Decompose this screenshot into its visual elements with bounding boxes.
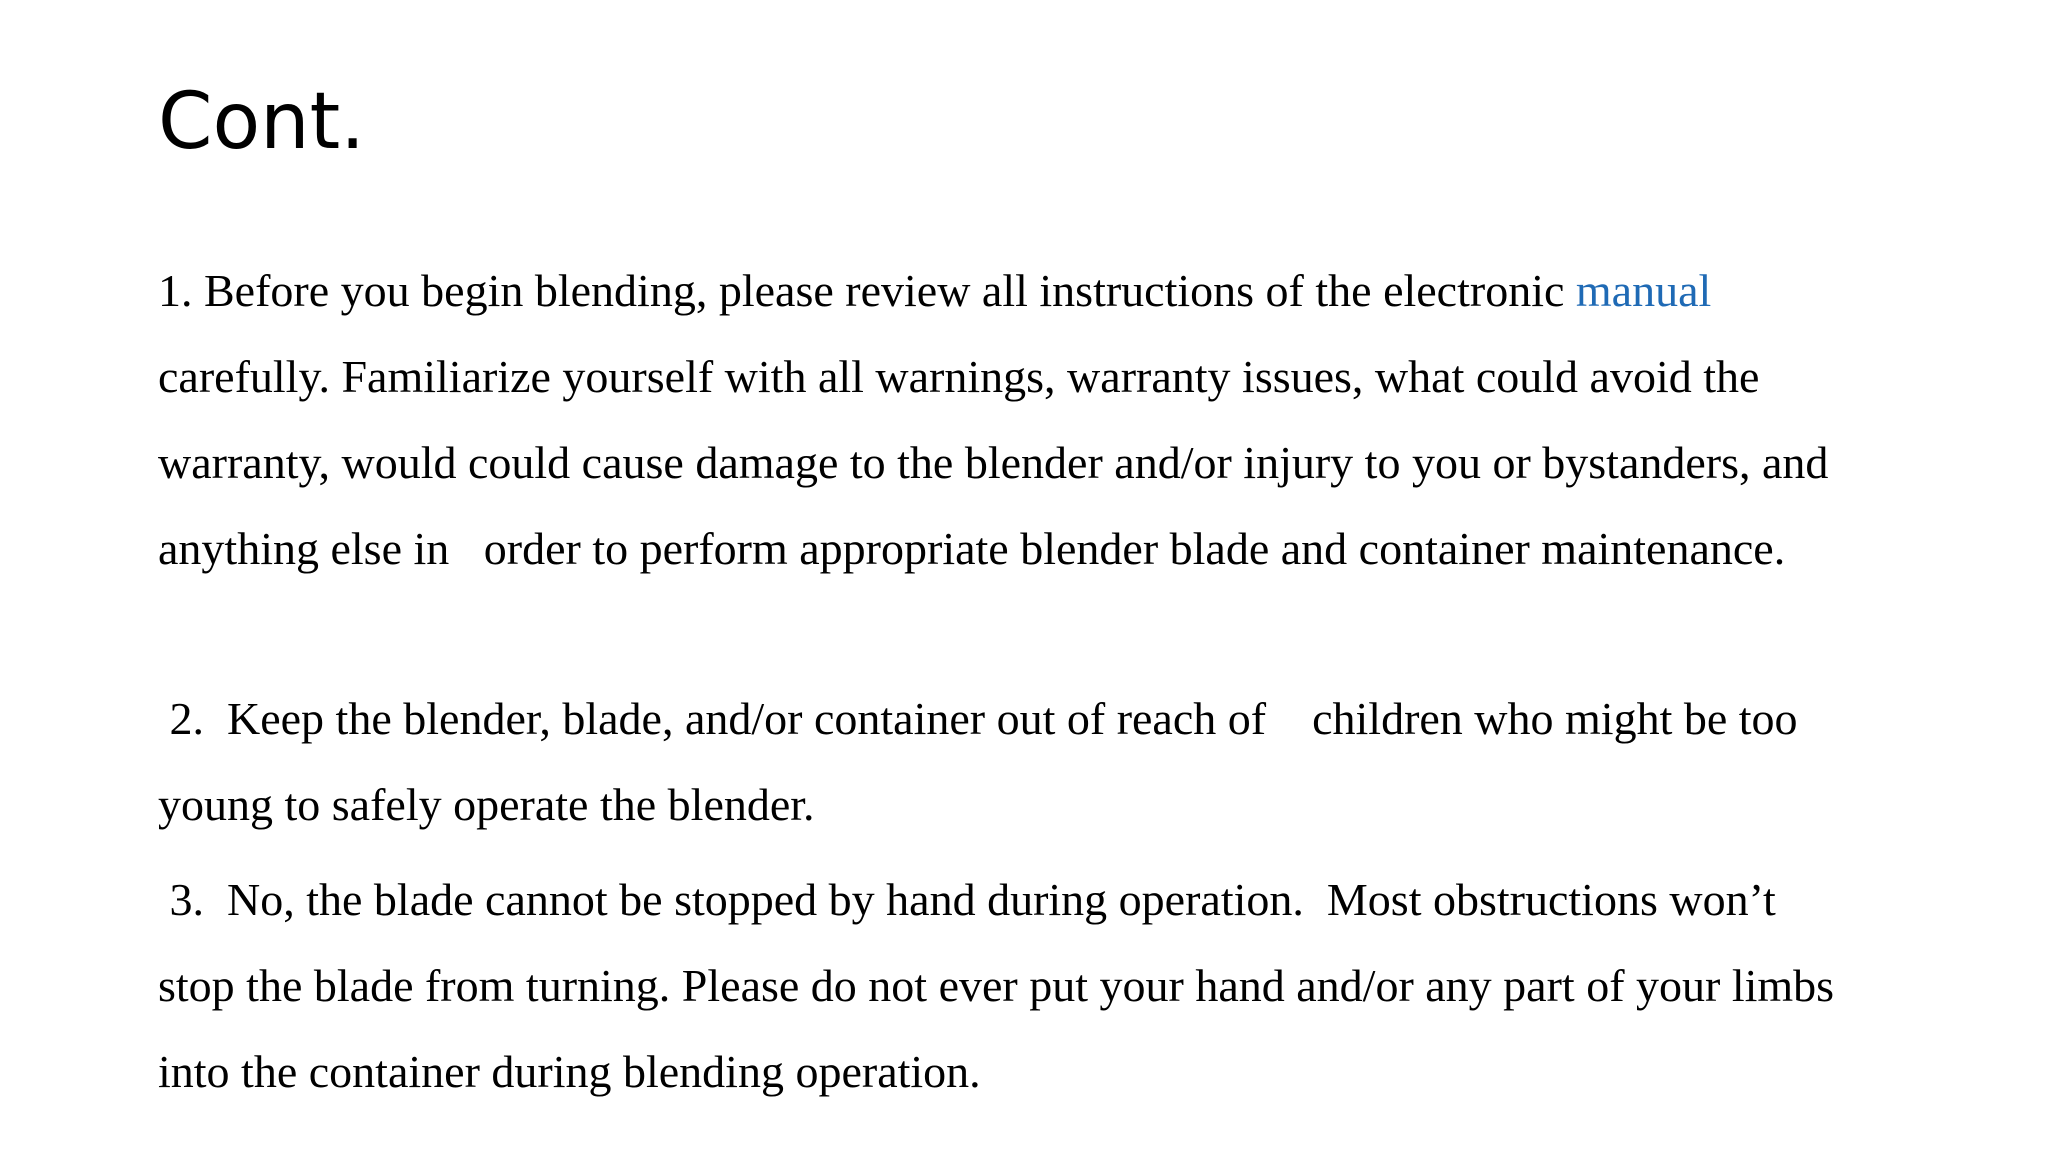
instruction-item-1 bbox=[158, 248, 1828, 592]
instruction-item-3 bbox=[158, 857, 1834, 1115]
text-line: young to safely operate the blender. bbox=[158, 779, 815, 830]
slide-title: Cont. bbox=[158, 77, 365, 167]
text-line bbox=[158, 248, 1828, 334]
text-line: warranty, would could cause damage to the blender and/or injury to you or bystanders, and bbox=[158, 437, 1829, 488]
line-text: 1. Before you begin blending, please review all instructions of the electronic bbox=[158, 265, 1576, 316]
text-line: 2. Keep the blender, blade, and/or container out of reach of children who might be too bbox=[158, 693, 1798, 744]
manual-link[interactable]: manual bbox=[1575, 265, 1712, 316]
text-line: stop the blade from turning. Please do not ever put your hand and/or any part of your limbs bbox=[158, 960, 1835, 1011]
text-line: into the container during blending operation. bbox=[158, 1046, 981, 1097]
instruction-item-2 bbox=[158, 676, 1798, 848]
text-line: carefully. Familiarize yourself with all warnings, warranty issues, what could avoid the bbox=[158, 351, 1760, 402]
text-line: 3. No, the blade cannot be stopped by hand during operation. Most obstructions won’t bbox=[158, 874, 1776, 925]
text-line: anything else in order to perform appropriate blender blade and container maintenance. bbox=[158, 523, 1786, 574]
